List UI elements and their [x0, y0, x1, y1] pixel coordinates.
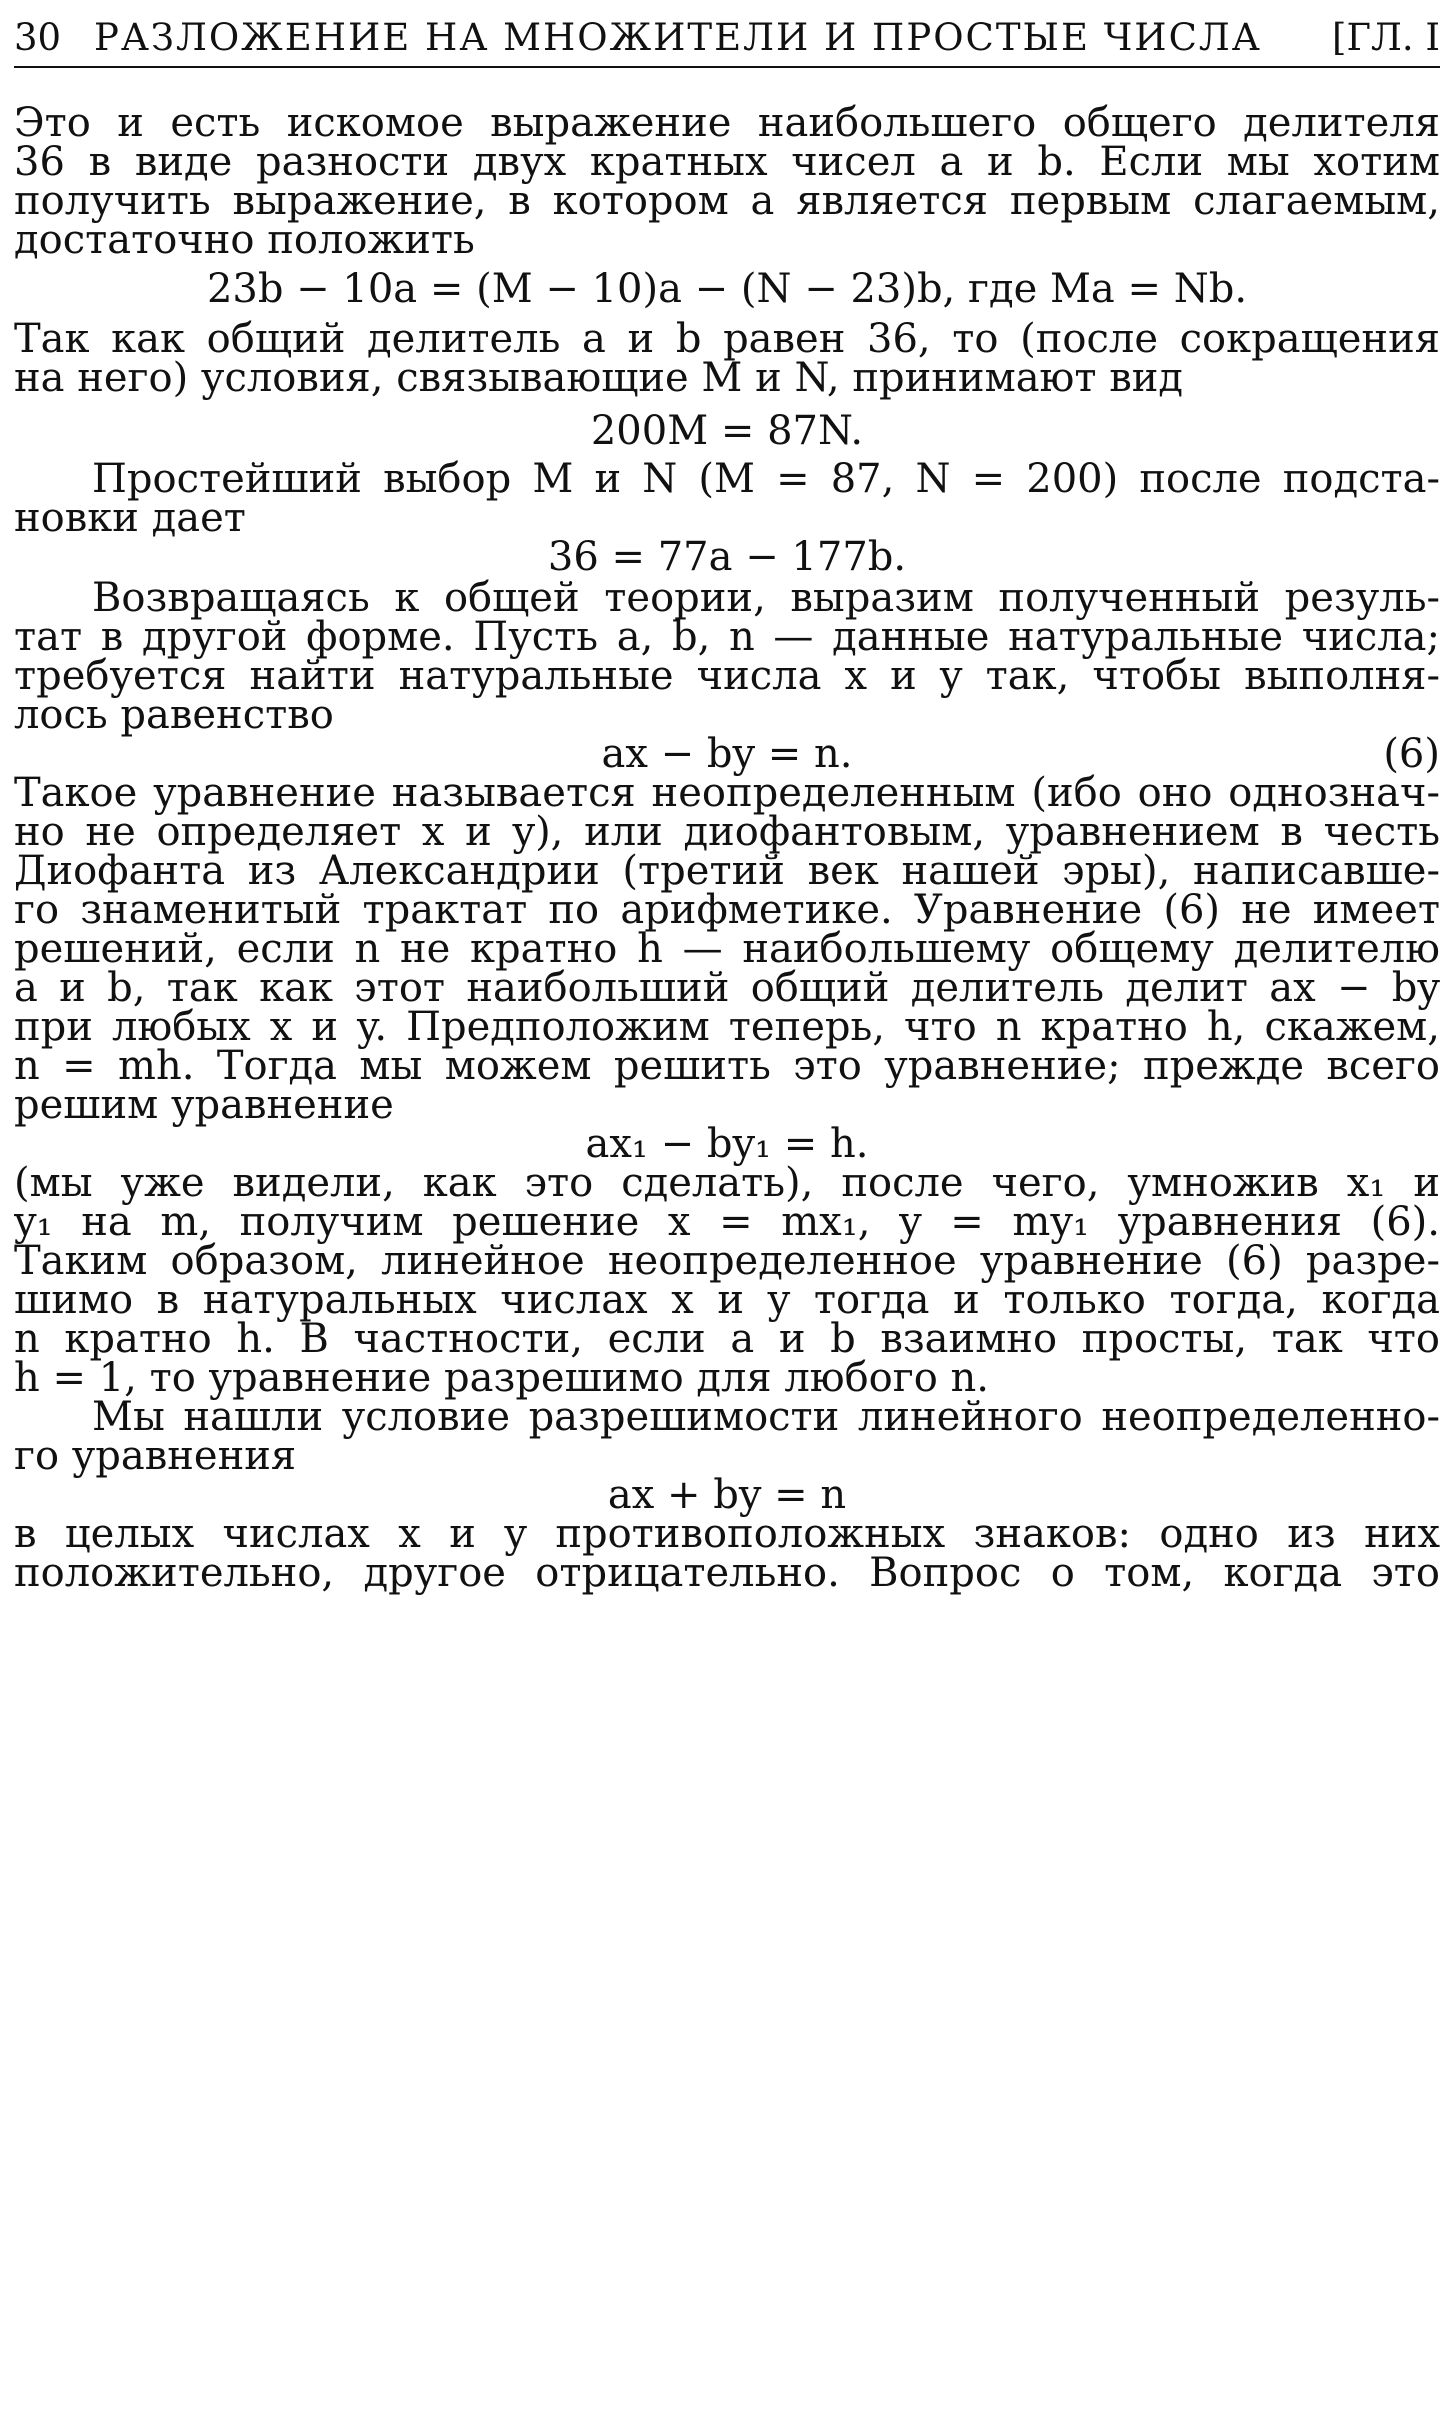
text-line: го знаменитый трактат по арифметике. Уравнение (6) не имеет: [14, 887, 1440, 933]
text-line: получить выражение, в котором a является первым слагаемым,: [14, 178, 1440, 224]
text-line: Таким образом, линейное неопределенное уравнение (6) разре-: [14, 1238, 1440, 1284]
text-line: Возвращаясь к общей теории, выразим полученный резуль-: [92, 575, 1440, 621]
text-line: лось равенство: [14, 692, 334, 738]
running-header: [14, 10, 1440, 68]
text-line: при любых x и y. Предположим теперь, что n кратно h, скажем,: [14, 1004, 1440, 1050]
text-line: в целых числах x и y противоположных знаков: одно из них: [14, 1511, 1440, 1557]
text-line: Такое уравнение называется неопределенным (ибо оно однознач-: [14, 770, 1440, 816]
text-line: n кратно h. В частности, если a и b взаимно просты, так что: [14, 1316, 1440, 1362]
text-line: 36 в виде разности двух кратных чисел a и b. Если мы хотим: [14, 139, 1440, 185]
display-equation: ax₁ − by₁ = h.: [585, 1121, 869, 1167]
text-line: h = 1, то уравнение разрешимо для любого n.: [14, 1355, 989, 1401]
text-line: Диофанта из Александрии (третий век нашей эры), написавше-: [14, 848, 1440, 894]
display-equation: 200M = 87N.: [590, 408, 864, 454]
text-line: но не определяет x и y), или диофантовым, уравнением в честь: [14, 809, 1440, 855]
text-line: новки дает: [14, 495, 246, 541]
text-line: го уравнения: [14, 1433, 297, 1479]
chapter-label: [ГЛ. I: [1332, 16, 1440, 59]
text-line: Это и есть искомое выражение наибольшего общего делителя: [14, 100, 1440, 146]
display-equation: 36 = 77a − 177b.: [547, 534, 907, 580]
display-equation: 23b − 10a = (M − 10)a − (N − 23)b, где Ma = Nb.: [206, 266, 1248, 312]
text-line: тат в другой форме. Пусть a, b, n — данные натуральные числа;: [14, 614, 1440, 660]
text-line: требуется найти натуральные числа x и y так, чтобы выполня-: [14, 653, 1440, 699]
display-equation: ax − by = n.: [601, 731, 853, 777]
text-line: a и b, так как этот наибольший общий делитель делит ax − by: [14, 965, 1440, 1011]
text-line: (мы уже видели, как это сделать), после чего, умножив x₁ и: [14, 1160, 1440, 1206]
text-line: решений, если n не кратно h — наибольшему общему делителю: [14, 926, 1440, 972]
text-line: Простейший выбор M и N (M = 87, N = 200) после подста-: [92, 456, 1440, 502]
chapter-title: РАЗЛОЖЕНИЕ НА МНОЖИТЕЛИ И ПРОСТЫЕ ЧИСЛА: [94, 16, 1262, 59]
text-line: шимо в натуральных числах x и y тогда и только тогда, когда: [14, 1277, 1440, 1323]
equation-number: (6): [1383, 731, 1440, 777]
text-line: положительно, другое отрицательно. Вопрос о том, когда это: [14, 1550, 1440, 1596]
text-line: Мы нашли условие разрешимости линейного неопределенно-: [92, 1394, 1440, 1440]
text-line: n = mh. Тогда мы можем решить это уравнение; прежде всего: [14, 1043, 1440, 1089]
text-line: Так как общий делитель a и b равен 36, то (после сокращения: [14, 316, 1440, 362]
page-number: 30: [14, 16, 62, 59]
display-equation: ax + by = n: [607, 1472, 847, 1518]
text-line: y₁ на m, получим решение x = mx₁, y = my₁ уравнения (6).: [14, 1199, 1440, 1245]
text-line: достаточно положить: [14, 217, 475, 263]
text-line: на него) условия, связывающие M и N, принимают вид: [14, 355, 1184, 401]
text-line: решим уравнение: [14, 1082, 394, 1128]
